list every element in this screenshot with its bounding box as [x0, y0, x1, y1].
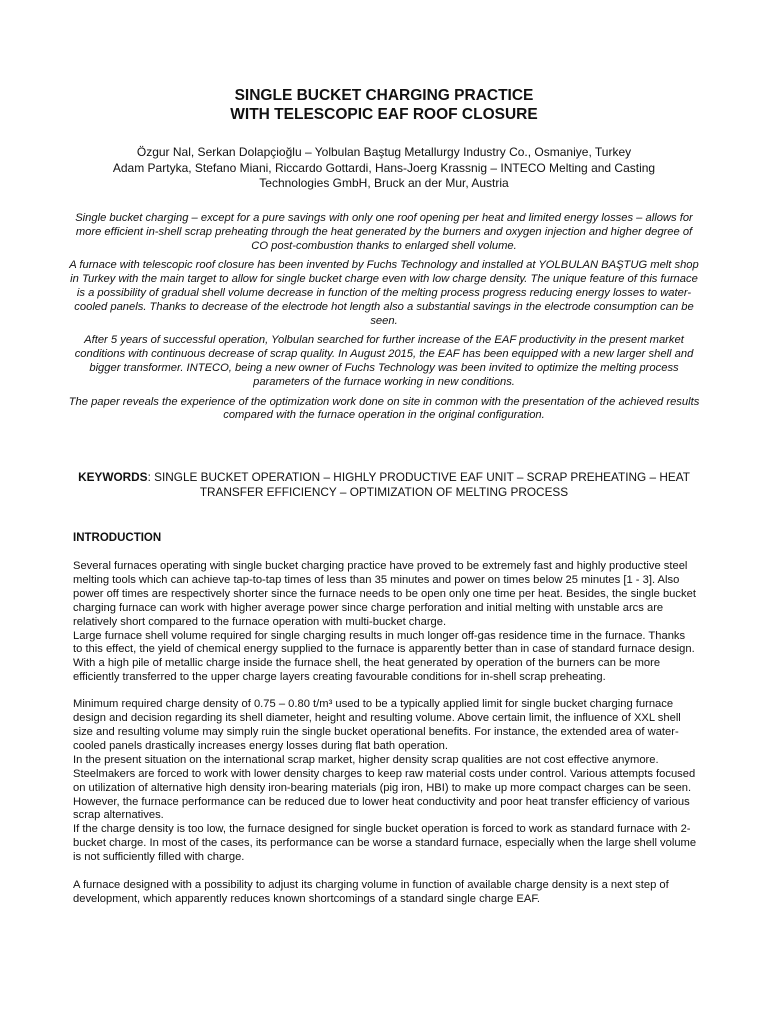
authors-line-3: Technologies GmbH, Bruck an der Mur, Austria [259, 176, 509, 190]
abstract-paragraph: A furnace with telescopic roof closure has been invented by Fuchs Technology and installed at YOLBULAN BAŞTUG melt shop in Turkey with the main target to allow for single bucket charge even with low charge density. The unique feature of this furnace is a possibility of gradual shell volume decrease in function of the melting process progress reducing energy losses to water-cooled panels. Thanks to decrease of the electrode hot length also a substantial savings in the electrode consumption can be seen. [69, 259, 699, 327]
author-affiliations [60, 145, 708, 192]
introduction-body [73, 560, 697, 907]
abstract-paragraph: After 5 years of successful operation, Yolbulan searched for further increase of the EAF productivity in the present market conditions with continuous decrease of scrap quality. In August 2015, the EAF has been equipped with a new larger shell and bigger transformer. INTECO, being a new owner of Fuchs Technology was been invited to optimize the melting process parameters of the furnace working in new conditions. [74, 334, 694, 388]
body-paragraph: A furnace designed with a possibility to adjust its charging volume in function of available charge density is a next step of development, which apparently reduces known shortcomings of a standard single charge EAF. [73, 879, 669, 905]
keywords [68, 470, 700, 499]
paper-title [0, 86, 768, 124]
keywords-label: KEYWORDS [78, 470, 148, 484]
abstract-paragraph: The paper reveals the experience of the optimization work done on site in common with the presentation of the achieved results compared with the furnace operation in the original configuration. [68, 395, 700, 422]
authors-line-1: Özgur Nal, Serkan Dolapçioğlu – Yolbulan Baştug Metallurgy Industry Co., Osmaniye, Turkey [136, 145, 632, 159]
authors-line-2: Adam Partyka, Stefano Miani, Riccardo Gottardi, Hans-Joerg Krassnig – INTECO Melting and Casting [112, 160, 656, 175]
title-line-1: SINGLE BUCKET CHARGING PRACTICE [234, 87, 534, 104]
keywords-text: : SINGLE BUCKET OPERATION – HIGHLY PRODUCTIVE EAF UNIT – SCRAP PREHEATING – HEAT TRANSFER EFFICIENCY – OPTIMIZATION OF MELTING PROCESS [147, 470, 690, 499]
body-paragraph: In the present situation on the international scrap market, higher density scrap qualities are not cost effective anymore. Steelmakers are forced to work with lower density charges to keep raw material costs under control. Various attempts focused on utilization of alternative high density iron-bearing materials (pig iron, HBI) to make up more compact charges can be seen. However, the furnace performance can be reduced due to lower heat conductivity and poor heat transfer efficiency of various scrap alternatives. [73, 753, 696, 822]
title-line-2: WITH TELESCOPIC EAF ROOF CLOSURE [230, 106, 538, 123]
body-paragraph: Large furnace shell volume required for single charging results in much longer off-gas residence time in the furnace. Thanks to this effect, the yield of chemical energy supplied to the furnace is apparently better than in case of standard furnace design. With a high pile of metallic charge inside the furnace shell, the heat generated by operation of the burners can be more efficiently transferred to the upper charge layers creating favourable conditions for in-shell scrap preheating. [73, 629, 695, 684]
abstract-paragraph: Single bucket charging – except for a pure savings with only one roof opening per heat and limited energy losses – allows for more efficient in-shell scrap preheating through the heat generated by the burners and oxygen injection and higher degree of CO post-combustion thanks to enlarged shell volume. [75, 212, 693, 252]
section-heading-introduction: INTRODUCTION [73, 532, 162, 544]
body-paragraph: If the charge density is too low, the furnace designed for single bucket operation is forced to work as standard furnace with 2-bucket charge. In most of the cases, its performance can be worse a standard furnace, especially when the large shell volume is not sufficiently filled with charge. [73, 823, 697, 864]
body-paragraph: Several furnaces operating with single bucket charging practice have proved to be extremely fast and highly productive steel melting tools which can achieve tap-to-tap times of less than 35 minutes and power on times below 25 minutes [1 - 3]. Also power off times are respectively shorter since the furnace needs to be open only one time per heat. Besides, the single bucket charging furnace can work with higher average power since charge perforation and initial melting with unstable arcs are relatively short compared to the furnace operation with multi-bucket charge. [73, 560, 696, 628]
body-paragraph: Minimum required charge density of 0.75 – 0.80 t/m³ used to be a typically applied limit for single bucket charging furnace design and decision regarding its shell diameter, height and resulting volume. Above certain limit, the influence of XXL shell size and resulting volume may simply ruin the single bucket operational benefits. For instance, the extended area of water-cooled panels drastically increases energy losses during flat bath operation. [73, 698, 681, 752]
abstract [68, 212, 700, 429]
